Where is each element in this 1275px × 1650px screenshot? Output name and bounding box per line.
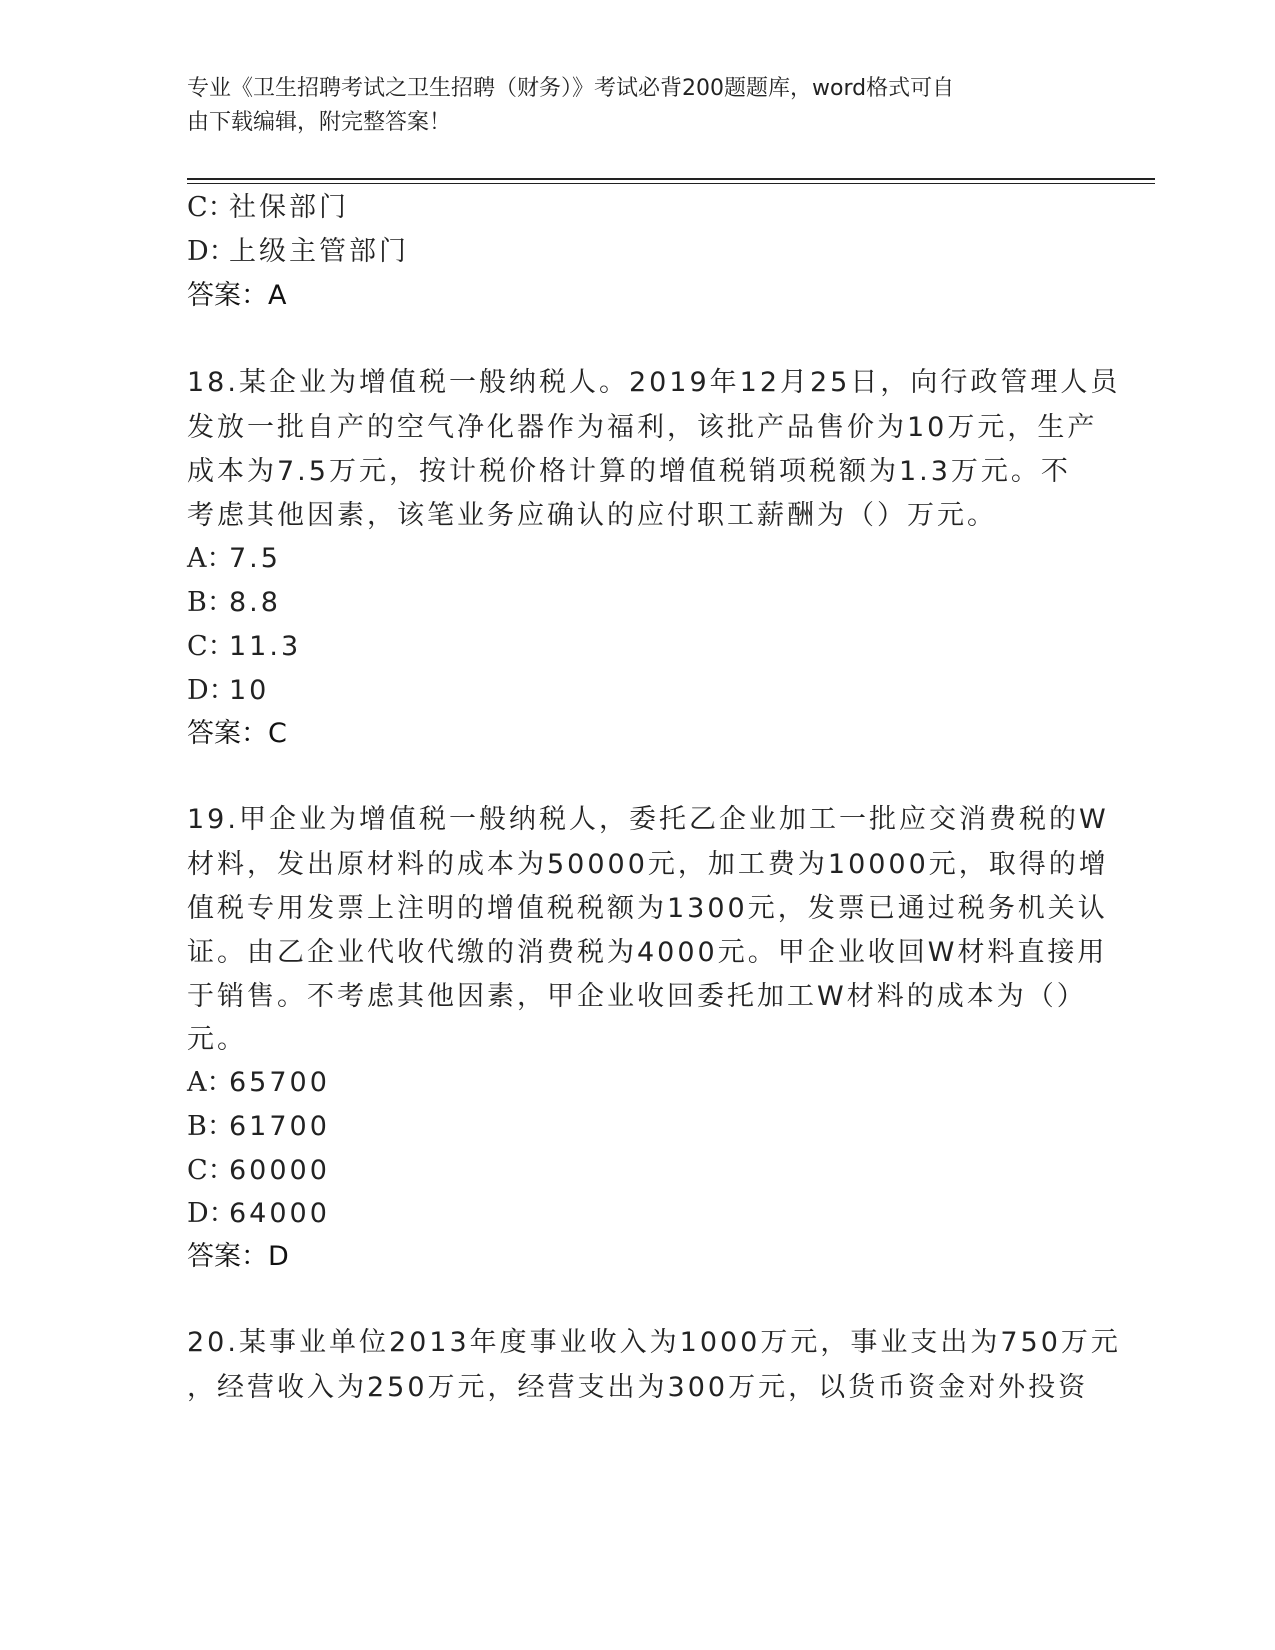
q18-stem-line: 考虑其他因素，该笔业务应确认的应付职工薪酬为（）万元。 — [187, 500, 997, 531]
option-label: B： — [187, 587, 234, 618]
q18-option-b — [187, 580, 281, 619]
q19-stem-line: 值税专用发票上注明的增值税税额为1300元，发票已通过税务机关认 — [187, 893, 1108, 924]
q18-stem-line: 发放一批自产的空气净化器作为福利，该批产品售价为10万元，生产 — [187, 412, 1098, 443]
header-divider-thin — [187, 183, 1155, 184]
option-text: 11.3 — [229, 631, 302, 662]
option-text: 8.8 — [229, 587, 281, 618]
header-line-2: 由下载编辑，附完整答案！ — [187, 110, 452, 135]
q18-option-a — [187, 536, 281, 575]
option-text: 64000 — [229, 1198, 330, 1229]
option-label: C： — [187, 192, 235, 223]
q19-stem-line: 证。由乙企业代收代缴的消费税为4000元。甲企业收回W材料直接用 — [187, 937, 1108, 968]
header-divider-thick — [187, 178, 1155, 180]
option-text: 60000 — [229, 1155, 330, 1186]
q20-stem-line: ，经营收入为250万元，经营支出为300万元，以货币资金对外投资 — [187, 1372, 1089, 1403]
option-text: 10 — [229, 675, 270, 706]
q19-stem-line: 于销售。不考虑其他因素，甲企业收回委托加工W材料的成本为（） — [187, 981, 1087, 1012]
q19-option-a — [187, 1060, 330, 1099]
option-label: D： — [187, 1198, 236, 1229]
option-label: C： — [187, 1155, 235, 1186]
option-label: A： — [187, 1067, 234, 1098]
option-label: C： — [187, 631, 235, 662]
q18-option-c — [187, 624, 301, 663]
q17-option-c — [187, 185, 349, 224]
option-text: 61700 — [229, 1111, 330, 1142]
option-label: A： — [187, 543, 234, 574]
q19-option-b — [187, 1104, 330, 1143]
option-label: B： — [187, 1111, 234, 1142]
q19-stem-line: 材料，发出原材料的成本为50000元，加工费为10000元，取得的增 — [187, 849, 1109, 880]
option-label: D： — [187, 675, 236, 706]
q19-stem-line: 元。 — [187, 1024, 247, 1055]
q19-option-c — [187, 1148, 330, 1187]
q18-stem-line: 18.某企业为增值税一般纳税人。2019年12月25日，向行政管理人员 — [187, 367, 1121, 398]
q18-stem-line: 成本为7.5万元，按计税价格计算的增值税销项税额为1.3万元。不 — [187, 456, 1071, 487]
q18-option-d — [187, 668, 269, 707]
option-text: 65700 — [229, 1067, 330, 1098]
option-text: 7.5 — [229, 543, 281, 574]
q18-answer: 答案：C — [187, 718, 287, 749]
q19-option-d — [187, 1191, 330, 1230]
page-header — [187, 72, 1067, 140]
option-text: 上级主管部门 — [229, 236, 409, 267]
q17-option-d — [187, 229, 409, 268]
q19-answer: 答案：D — [187, 1241, 289, 1272]
option-label: D： — [187, 236, 236, 267]
q19-stem-line: 19.甲企业为增值税一般纳税人，委托乙企业加工一批应交消费税的W — [187, 804, 1109, 835]
q20-stem-line: 20.某事业单位2013年度事业收入为1000万元，事业支出为750万元 — [187, 1327, 1121, 1358]
q17-answer: 答案：A — [187, 280, 287, 311]
header-line-1: 专业《卫生招聘考试之卫生招聘（财务）》考试必背200题题库，word格式可自 — [187, 76, 955, 101]
option-text: 社保部门 — [229, 192, 349, 223]
